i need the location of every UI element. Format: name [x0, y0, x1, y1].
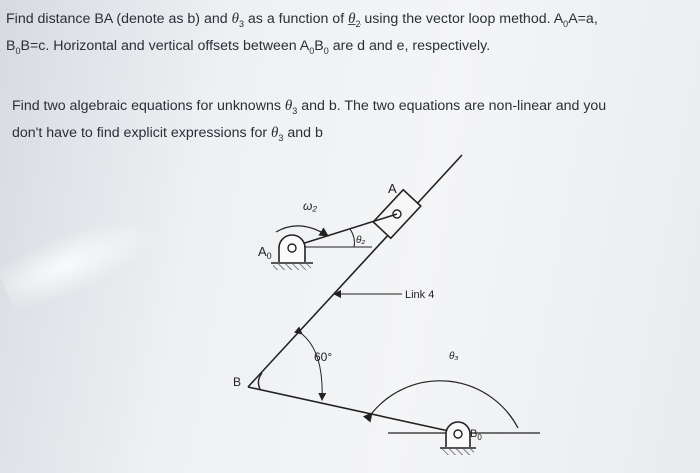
label-B: B	[233, 375, 242, 389]
subscript: 3	[278, 132, 284, 143]
text-run: are d and e, respectively.	[328, 37, 491, 54]
label-A: A	[388, 181, 397, 196]
theta-symbol: θ	[231, 11, 239, 27]
text-run: Find two algebraic equations for unknowns	[12, 98, 285, 114]
subscript: 3	[238, 18, 244, 29]
text-run: B	[314, 37, 324, 54]
label-B0: $B_0$	[470, 428, 482, 442]
subscript: 0	[309, 45, 315, 56]
subscript: 0	[15, 45, 21, 56]
label-A0: $A_0$	[258, 244, 272, 261]
subscript: 0	[323, 45, 329, 56]
theta-symbol: θ	[271, 124, 279, 141]
label-60-degrees: 60°	[314, 350, 333, 364]
text-run: and b	[283, 124, 323, 141]
text-run: Find distance BA (denote as b) and	[6, 11, 232, 27]
omega2-arc	[276, 226, 328, 236]
pivot-A0	[271, 235, 313, 270]
text-run: as a function of	[243, 11, 349, 27]
subscript: 0	[563, 18, 569, 29]
link-4	[248, 155, 462, 387]
subscript: 2	[355, 18, 361, 29]
theta-symbol: θ	[284, 98, 293, 114]
text-run: and b. The two equations are non-linear and you	[297, 98, 607, 114]
text-run: using the vector loop method. A	[360, 11, 564, 27]
text-run: B=c. Horizontal and vertical offsets between A	[20, 37, 310, 54]
subscript: 3	[292, 105, 298, 116]
link-B-B0	[248, 387, 458, 433]
text-run: B	[6, 37, 16, 54]
theta2-arc	[350, 229, 355, 247]
label-link4: Link 4	[405, 289, 435, 301]
text-run: A=a,	[568, 11, 598, 27]
label-theta3: θ₃	[449, 351, 459, 362]
angle-60-arc	[302, 334, 322, 400]
label-omega2: ω₂	[303, 199, 317, 213]
text-run: don't have to find explicit expressions for	[12, 124, 272, 141]
theta3-arc	[372, 381, 518, 428]
label-theta2: θ₂	[356, 235, 366, 246]
theta-symbol: θ	[348, 11, 356, 27]
